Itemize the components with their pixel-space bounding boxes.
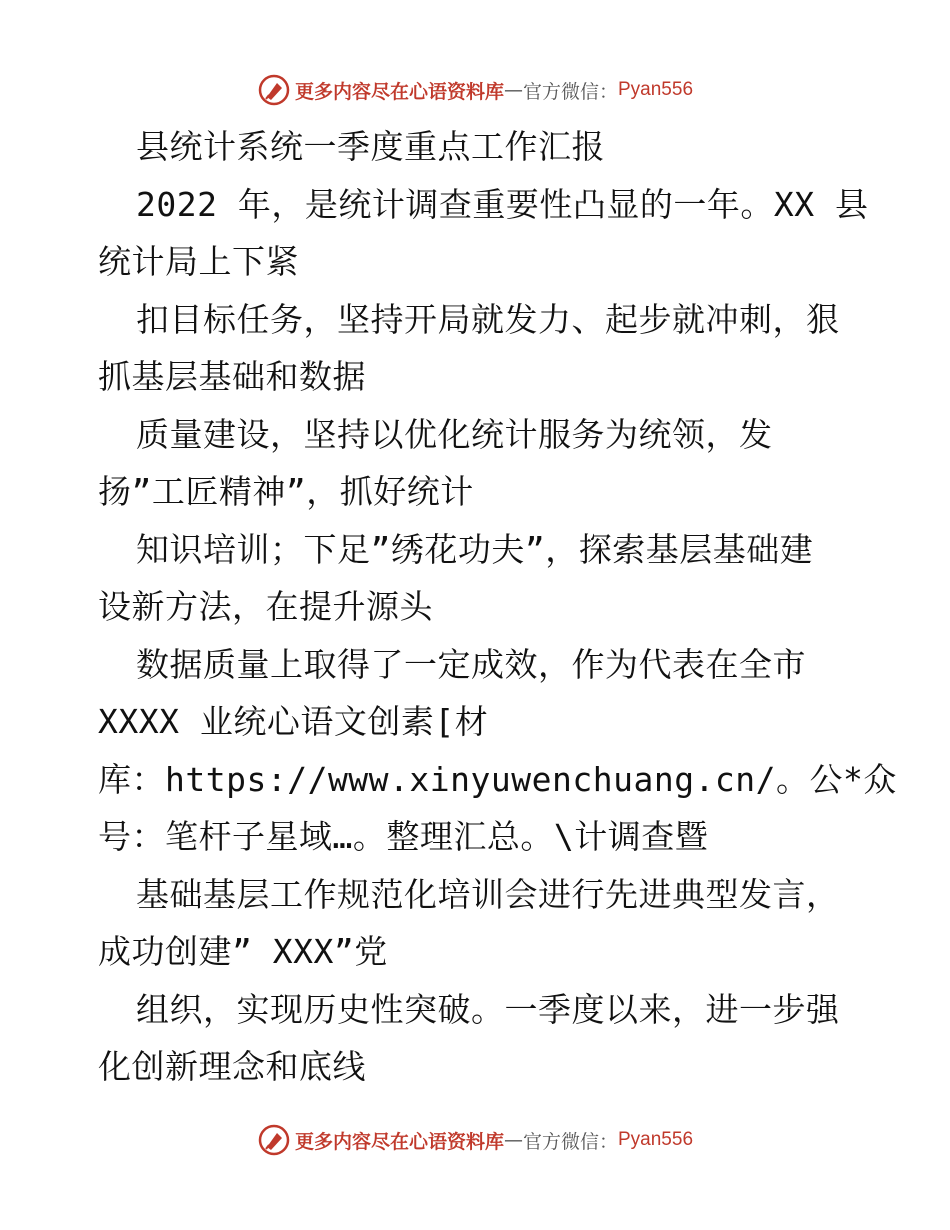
header-banner <box>0 70 950 110</box>
banner-title: 更多内容尽在心语资料库 <box>294 80 504 103</box>
banner-dash: — <box>503 79 523 101</box>
text-line: 组织，实现历史性突破。一季度以来，进一步强 <box>136 989 840 1029</box>
text-line: 统计局上下紧 <box>98 242 299 281</box>
text-line: 质量建设，坚持以优化统计服务为统领，发 <box>136 414 773 454</box>
text-line: 数据质量上取得了一定成效，作为代表在全市 <box>136 644 806 684</box>
pen-nib-icon <box>257 1123 291 1157</box>
banner-wechat-id: Pyan556 <box>618 1129 694 1150</box>
text-line: XXXX 业统心语文创素[材 <box>98 702 489 741</box>
pen-nib-icon <box>257 73 291 107</box>
text-line: 2022 年，是统计调查重要性凸显的一年。XX 县 <box>136 184 869 224</box>
text-line: 号：笔杆子星域…。整理汇总。\计调查暨 <box>98 817 709 856</box>
text-line: 化创新理念和底线 <box>98 1047 366 1086</box>
banner-wechat-label: 官方微信： <box>522 1130 618 1153</box>
text-line: 抓基层基础和数据 <box>98 357 366 396</box>
text-line: 成功创建” XXX”党 <box>98 932 388 971</box>
text-line: 设新方法，在提升源头 <box>98 587 433 626</box>
banner-dash: — <box>503 1129 523 1151</box>
text-line: 知识培训；下足”绣花功夫”，探索基层基础建 <box>136 529 814 569</box>
banner-wechat-label: 官方微信： <box>522 80 618 103</box>
banner-title: 更多内容尽在心语资料库 <box>294 1130 504 1153</box>
banner-wechat-id: Pyan556 <box>618 79 694 100</box>
document-title: 县统计系统一季度重点工作汇报 <box>136 127 605 166</box>
text-line: 库：https://www.xinyuwenchuang.cn/。公*众 <box>98 759 897 799</box>
text-line: 扬”工匠精神”，抓好统计 <box>98 472 474 511</box>
document-body <box>98 118 897 1096</box>
text-line: 扣目标任务，坚持开局就发力、起步就冲刺，狠 <box>136 299 840 339</box>
footer-banner <box>0 1120 950 1160</box>
text-line: 基础基层工作规范化培训会进行先进典型发言， <box>136 874 840 914</box>
